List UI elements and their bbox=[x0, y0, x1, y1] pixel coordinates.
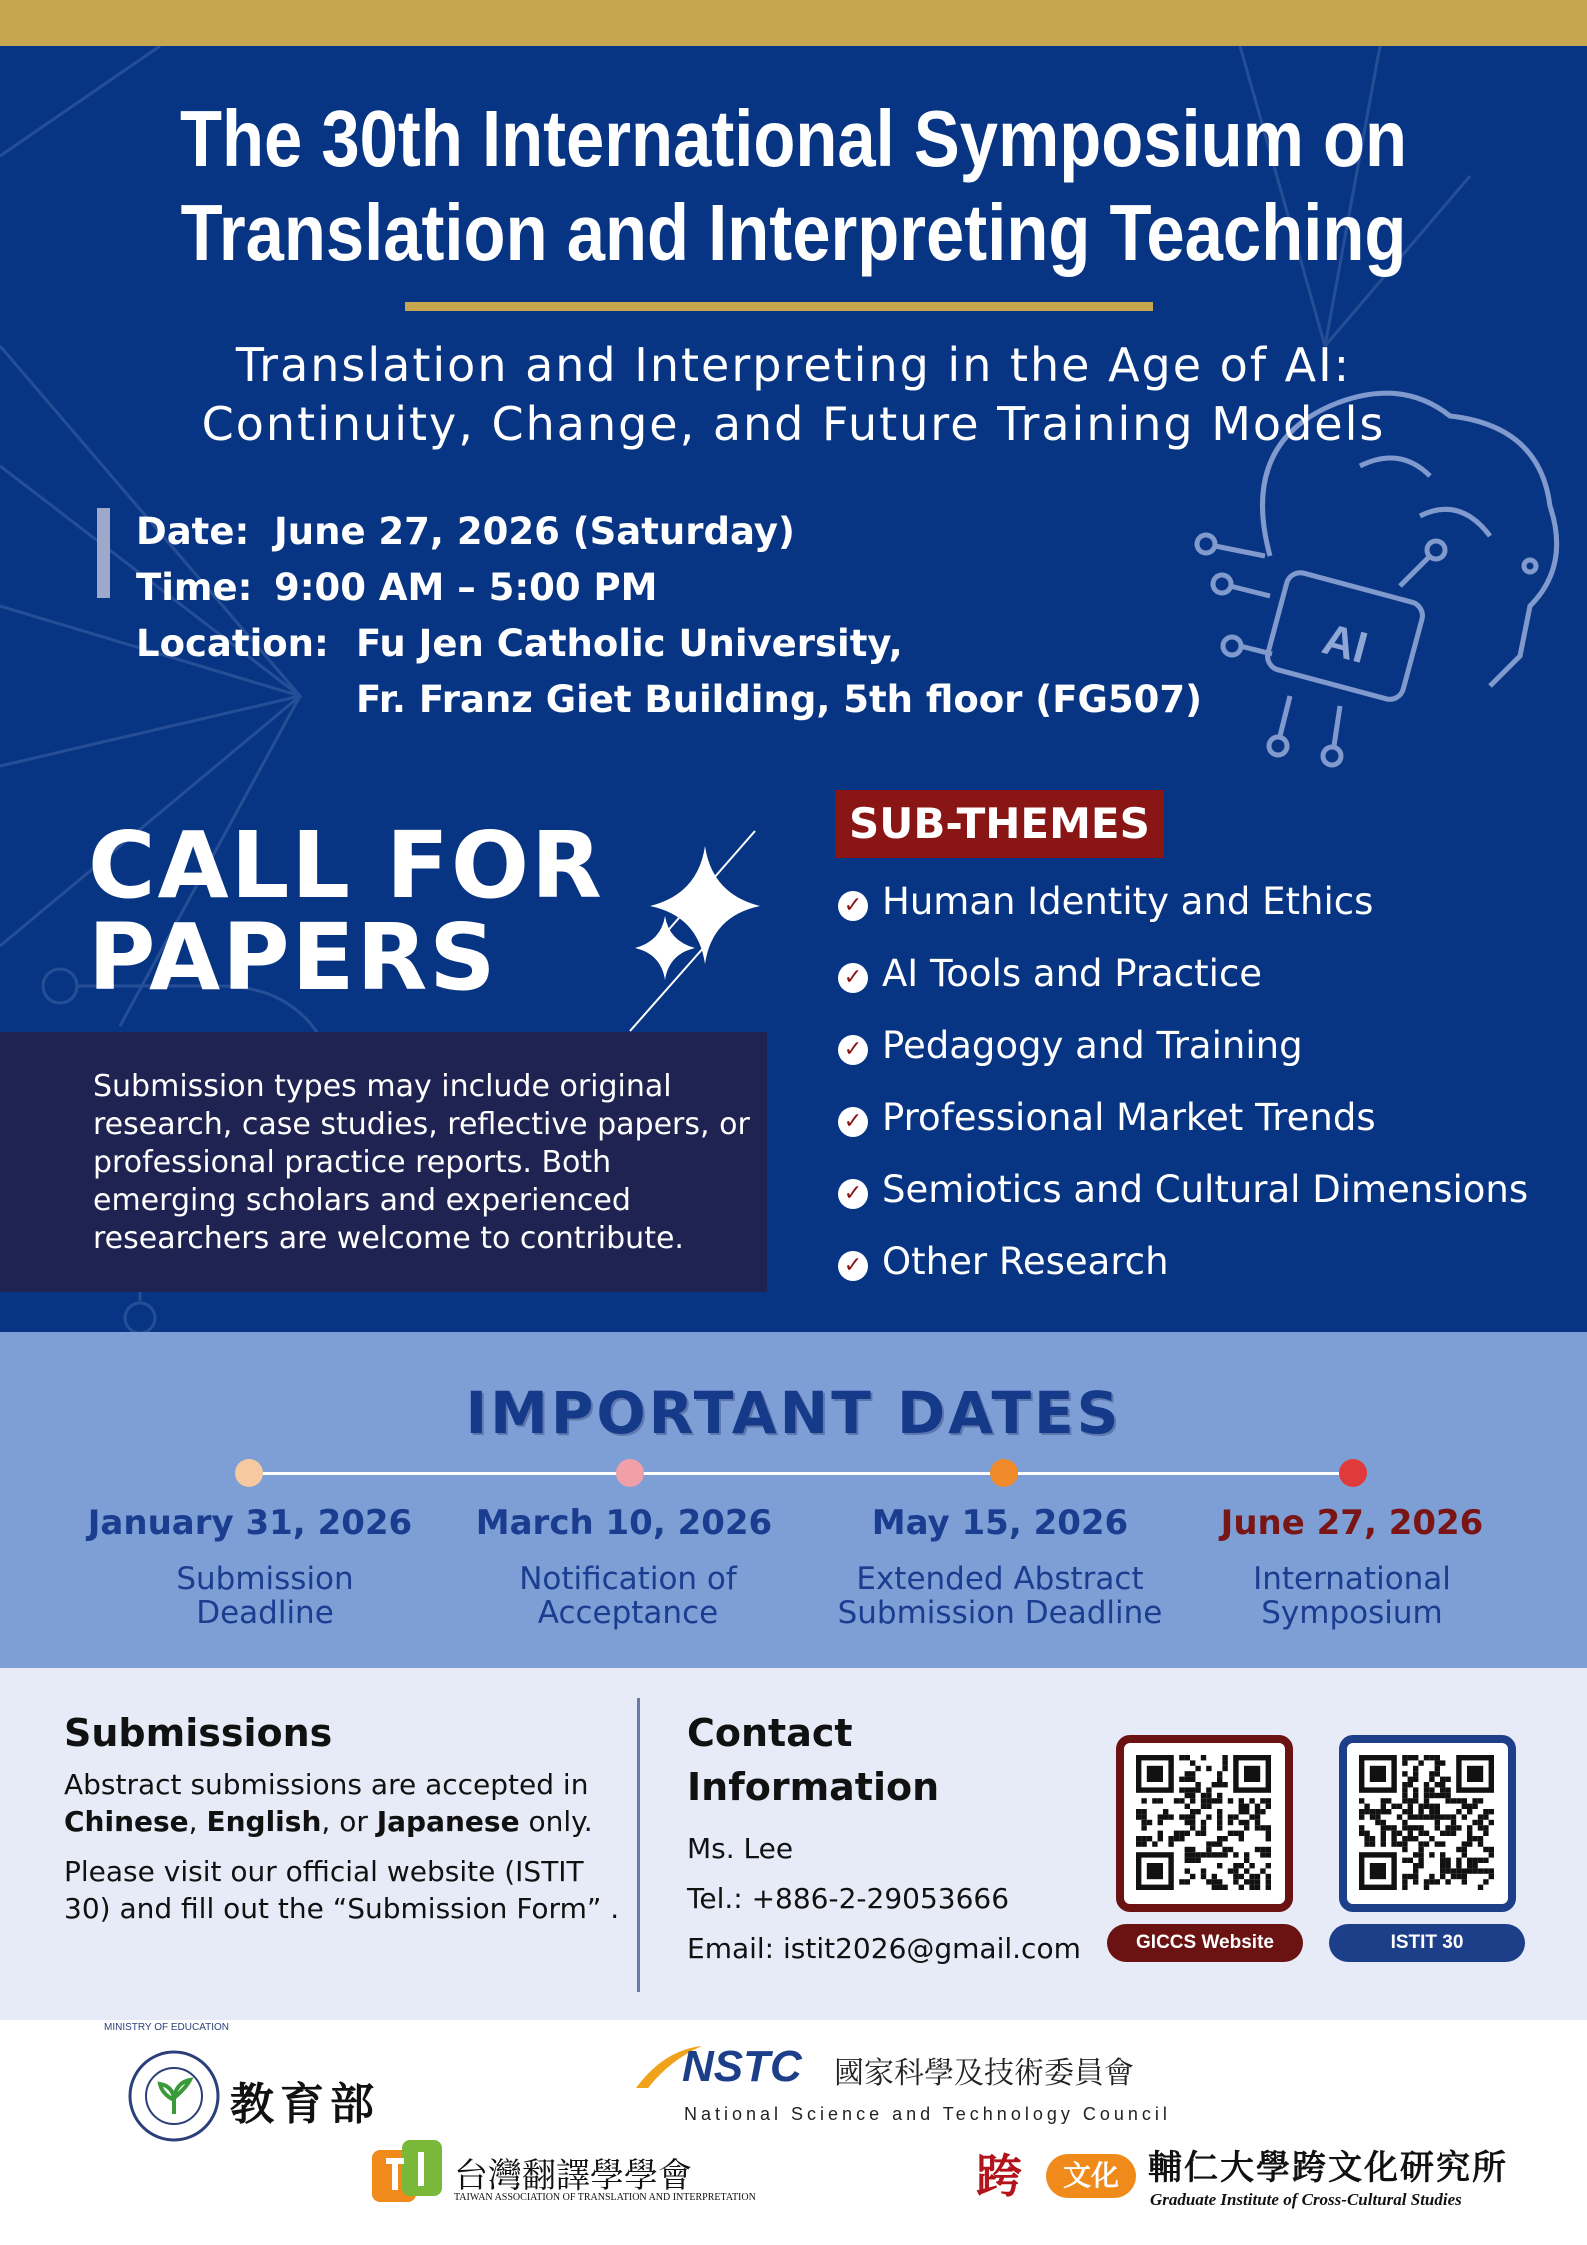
timeline-line bbox=[249, 1472, 1354, 1475]
sub-theme-label: Human Identity and Ethics bbox=[882, 880, 1374, 923]
tati-chinese-name: 台灣翻譯學學會 bbox=[454, 2156, 692, 2196]
contact-heading-line: Contact bbox=[687, 1711, 853, 1755]
separator: , or bbox=[321, 1805, 377, 1838]
location-line-1: Fu Jen Catholic University, bbox=[356, 622, 903, 665]
giccs-english-name: Graduate Institute of Cross-Cultural Studies bbox=[1150, 2190, 1462, 2209]
submissions-text: only. bbox=[519, 1805, 593, 1838]
symposium-title bbox=[111, 92, 1476, 280]
check-circle-icon: ✓ bbox=[838, 1107, 868, 1137]
contact-heading-line: Information bbox=[687, 1765, 940, 1809]
moe-name: 教育部 bbox=[230, 2079, 380, 2130]
symposium-theme bbox=[0, 336, 1587, 454]
contact-heading bbox=[687, 1706, 939, 1814]
giccs-mark: 跨 bbox=[976, 2149, 1022, 2203]
nstc-chinese-name: 國家科學及技術委員會 bbox=[834, 2056, 1134, 2091]
cfp-line-1: CALL FOR bbox=[88, 812, 604, 919]
qr-code-pattern bbox=[1347, 1743, 1524, 1920]
milestone-date: May 15, 2026 bbox=[871, 1503, 1129, 1543]
section-divider bbox=[637, 1698, 640, 1992]
language-japanese: Japanese bbox=[376, 1805, 520, 1838]
giccs-culture-badge: 文化 bbox=[1046, 2154, 1136, 2198]
check-circle-icon: ✓ bbox=[838, 1179, 868, 1209]
timeline-dot bbox=[616, 1459, 644, 1487]
language-chinese: Chinese bbox=[64, 1805, 189, 1838]
milestone-desc-line: Submission bbox=[176, 1561, 354, 1597]
timeline-dot bbox=[235, 1459, 263, 1487]
submissions-languages bbox=[64, 1766, 624, 1840]
nstc-abbreviation: NSTC bbox=[682, 2042, 802, 2091]
call-for-papers-heading bbox=[88, 812, 604, 1011]
milestone-description bbox=[75, 1562, 455, 1630]
sub-theme-item bbox=[838, 880, 1373, 924]
cfp-line-2: PAPERS bbox=[88, 904, 498, 1011]
date-label: Date: bbox=[136, 510, 250, 553]
sub-theme-item bbox=[838, 1168, 1528, 1212]
check-circle-icon: ✓ bbox=[838, 1035, 868, 1065]
giccs-chinese-name: 輔仁大學跨文化研究所 bbox=[1148, 2148, 1508, 2188]
istit-qr-code[interactable] bbox=[1339, 1735, 1516, 1912]
sponsor-logos bbox=[0, 2020, 1587, 2245]
sub-theme-item bbox=[838, 952, 1262, 996]
sub-themes-heading: SUB-THEMES bbox=[835, 790, 1164, 858]
title-line-1: The 30th International Symposium on bbox=[179, 94, 1408, 183]
sub-theme-label: AI Tools and Practice bbox=[882, 952, 1263, 995]
sub-theme-label: Semiotics and Cultural Dimensions bbox=[882, 1168, 1529, 1211]
milestone-desc-line: International bbox=[1253, 1561, 1451, 1597]
sub-theme-label: Other Research bbox=[882, 1240, 1169, 1283]
sub-theme-item bbox=[838, 1240, 1169, 1284]
milestone-date: January 31, 2026 bbox=[87, 1503, 413, 1543]
giccs-qr-code[interactable] bbox=[1116, 1735, 1293, 1912]
milestone-desc-line: Deadline bbox=[196, 1595, 334, 1631]
contact-phone: Tel.: +886-2-29053666 bbox=[687, 1882, 1010, 1915]
check-circle-icon: ✓ bbox=[838, 891, 868, 921]
submission-types-text: Submission types may include original research, case studies, reflective papers, or professional practice reports. Both emerging scholars and experienced researchers are welcome to contribute. bbox=[93, 1069, 750, 1256]
sparkle-icon bbox=[635, 846, 760, 980]
submissions-text: Abstract submissions are accepted in bbox=[64, 1768, 589, 1801]
timeline-dot bbox=[990, 1459, 1018, 1487]
sub-theme-item bbox=[838, 1024, 1303, 1068]
milestone-description bbox=[438, 1562, 818, 1630]
milestone-desc-line: Symposium bbox=[1261, 1595, 1443, 1631]
timeline-dot bbox=[1339, 1459, 1367, 1487]
sub-theme-label: Professional Market Trends bbox=[882, 1096, 1376, 1139]
milestone-desc-line: Acceptance bbox=[537, 1595, 719, 1631]
separator: , bbox=[188, 1805, 207, 1838]
check-circle-icon: ✓ bbox=[838, 1251, 868, 1281]
check-circle-icon: ✓ bbox=[838, 963, 868, 993]
location-line-2: Fr. Franz Giet Building, 5th floor (FG507) bbox=[356, 678, 1202, 721]
theme-line-1: Translation and Interpreting in the Age of AI: bbox=[235, 338, 1352, 392]
milestone-description bbox=[1162, 1562, 1542, 1630]
moe-ring-text: MINISTRY OF EDUCATION bbox=[104, 2022, 230, 2033]
time-value: 9:00 AM – 5:00 PM bbox=[274, 566, 658, 609]
contact-email[interactable]: Email: istit2026@gmail.com bbox=[687, 1932, 1081, 1965]
milestone-desc-line: Extended Abstract bbox=[856, 1561, 1144, 1597]
submissions-heading: Submissions bbox=[64, 1711, 333, 1755]
sub-theme-item bbox=[838, 1096, 1376, 1140]
location-label: Location: bbox=[136, 622, 329, 665]
sub-theme-label: Pedagogy and Training bbox=[882, 1024, 1303, 1067]
date-value: June 27, 2026 (Saturday) bbox=[274, 510, 795, 553]
info-accent-bar bbox=[97, 508, 110, 598]
milestone-date: June 27, 2026 bbox=[1220, 1503, 1484, 1543]
giccs-website-button[interactable]: GICCS Website bbox=[1107, 1924, 1303, 1962]
milestone-desc-line: Notification of bbox=[519, 1561, 737, 1597]
theme-line-2: Continuity, Change, and Future Training Models bbox=[201, 397, 1386, 451]
milestone-date: March 10, 2026 bbox=[475, 1503, 773, 1543]
important-dates-heading: IMPORTANT DATES bbox=[465, 1379, 1122, 1447]
svg-text:AI: AI bbox=[1317, 614, 1373, 674]
qr-code-pattern bbox=[1124, 1743, 1301, 1920]
top-gold-band bbox=[0, 0, 1587, 46]
title-divider bbox=[405, 302, 1153, 311]
header-panel bbox=[0, 46, 1587, 1332]
tati-english-name: TAIWAN ASSOCIATION OF TRANSLATION AND INTERPRETATION bbox=[454, 2192, 756, 2203]
istit-30-button[interactable]: ISTIT 30 bbox=[1329, 1924, 1525, 1962]
language-english: English bbox=[206, 1805, 322, 1838]
title-line-2: Translation and Interpreting Teaching bbox=[180, 188, 1407, 277]
submissions-instructions: Please visit our official website (ISTIT 30) and fill out the “Submission Form” . bbox=[64, 1855, 620, 1925]
tati-logo bbox=[370, 2138, 446, 2214]
nstc-english-name: National Science and Technology Council bbox=[684, 2104, 1171, 2124]
contact-name: Ms. Lee bbox=[687, 1832, 794, 1865]
milestone-desc-line: Submission Deadline bbox=[837, 1595, 1163, 1631]
milestone-description bbox=[810, 1562, 1190, 1630]
moe-seal-logo bbox=[126, 2048, 222, 2144]
time-label: Time: bbox=[136, 566, 253, 609]
